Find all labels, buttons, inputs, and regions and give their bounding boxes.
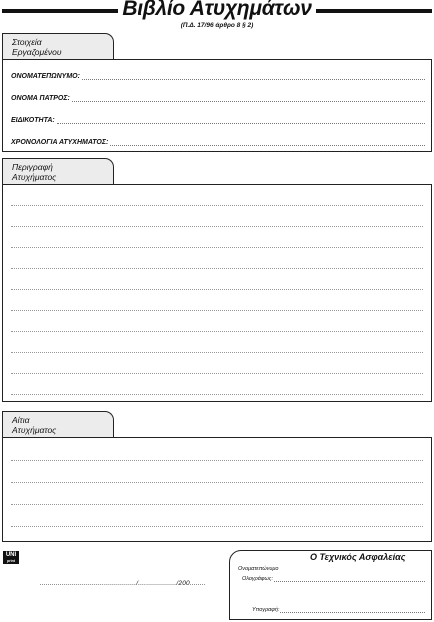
document-subtitle: (Π.Δ. 17/96 άρθρο 8 § 2) <box>180 22 254 29</box>
writing-line <box>11 460 423 461</box>
tab-employee-details: Στοιχεία Εργαζομένου <box>2 33 114 60</box>
page-header <box>2 0 432 30</box>
field-father-name[interactable]: ΟΝΟΜΑ ΠΑΤΡΟΣ: <box>11 90 425 102</box>
publisher-logo: UNI print <box>3 551 19 564</box>
signature-box-title: Ο Τεχνικός Ασφαλείας <box>310 552 406 562</box>
writing-line <box>11 394 423 395</box>
name-label: Ονοματεπώνυμο <box>238 566 279 572</box>
accident-causes-section[interactable] <box>2 437 432 542</box>
accident-description-section[interactable] <box>2 184 432 402</box>
signature-field[interactable]: Υπογραφή: <box>252 603 425 613</box>
date-field[interactable]: ................................................/.................../200........ <box>40 580 206 587</box>
writing-line <box>11 268 423 269</box>
tab-accident-causes: Αίτια Ατυχήματος <box>2 411 114 438</box>
writing-line <box>11 289 423 290</box>
writing-line <box>11 310 423 311</box>
writing-line <box>11 373 423 374</box>
document-title: Βιβλίο Ατυχημάτων <box>2 0 432 21</box>
fullname-input-line[interactable] <box>274 575 425 582</box>
employee-details-section <box>2 59 432 152</box>
writing-line <box>11 504 423 505</box>
tab-accident-description: Περιγραφή Ατυχήματος <box>2 158 114 185</box>
field-fullname[interactable]: ΟΝΟΜΑΤΕΠΩΝΥΜΟ: <box>11 68 425 80</box>
writing-line <box>11 482 423 483</box>
safety-technician-signature-box <box>229 550 432 620</box>
writing-line <box>11 226 423 227</box>
field-specialty[interactable]: ΕΙΔΙΚΟΤΗΤΑ: <box>11 112 425 124</box>
writing-line <box>11 352 423 353</box>
fullname-field[interactable]: Ολογράφως: <box>242 572 425 582</box>
signature-input-line[interactable] <box>280 606 425 613</box>
writing-line <box>11 526 423 527</box>
writing-line <box>11 331 423 332</box>
writing-line <box>11 205 423 206</box>
writing-line <box>11 247 423 248</box>
field-accident-date[interactable]: ΧΡΟΝΟΛΟΓΙΑ ΑΤΥΧΗΜΑΤΟΣ: <box>11 134 425 146</box>
